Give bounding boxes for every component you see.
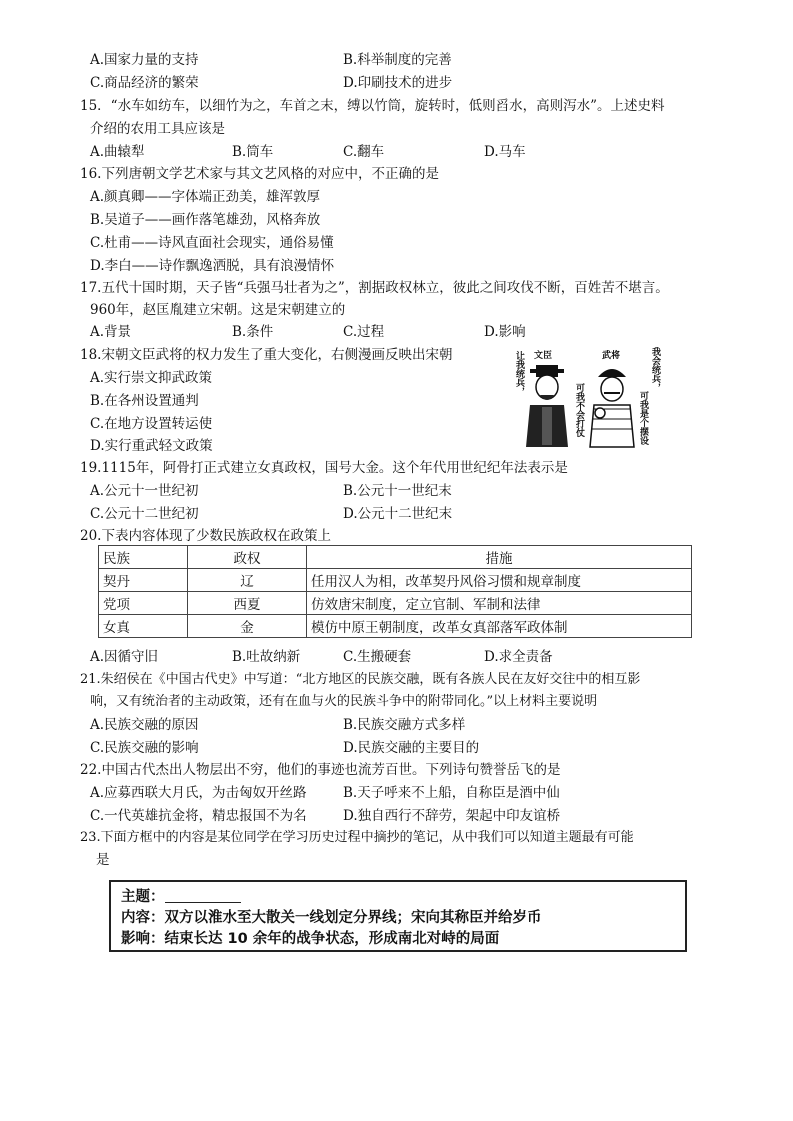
note-content: 内容：双方以淮水至大散关一线划定分界线；宋向其称臣并给岁币 xyxy=(121,910,542,926)
table-row xyxy=(99,592,692,615)
note-impact: 影响：结束长达 10 余年的战争状态，形成南北对峙的局面 xyxy=(121,931,500,947)
q14-option-c: C.商品经济的繁荣 xyxy=(90,75,199,91)
q14-option-a: A.国家力量的支持 xyxy=(90,52,199,68)
study-note-box xyxy=(109,880,687,952)
q17-option-d: D.影响 xyxy=(484,324,526,340)
table-cell: 契丹 xyxy=(99,569,188,592)
q14-option-d: D.印刷技术的进步 xyxy=(343,75,453,91)
q21-stem-line1: 21.朱绍侯在《中国古代史》中写道：“北方地区的民族交融，既有各族人民在友好交往中的相互影 xyxy=(80,672,641,687)
table-header-row xyxy=(99,546,692,569)
q14-option-b: B.科举制度的完善 xyxy=(343,52,452,68)
q17-stem-line2: 960年，赵匡胤建立宋朝。这是宋朝建立的 xyxy=(90,302,346,318)
q21-option-b: B.民族交融方式多样 xyxy=(343,717,466,733)
q16-option-c: C.杜甫——诗风直面社会现实，通俗易懂 xyxy=(90,235,334,251)
table-row xyxy=(99,569,692,592)
table-header: 政权 xyxy=(188,546,307,569)
cartoon-caption-civil-2: 可我不会打仗 xyxy=(574,383,584,437)
table-cell: 党项 xyxy=(99,592,188,615)
cartoon-label-military: 武将 xyxy=(602,351,621,361)
q17-option-a: A.背景 xyxy=(90,324,132,340)
q15-option-c: C.翻车 xyxy=(343,144,385,160)
q22-option-a: A.应募西联大月氏，为击匈奴开丝路 xyxy=(90,785,307,801)
q19-stem: 19.1115年，阿骨打正式建立女真政权，国号大金。这个年代用世纪纪年法表示是 xyxy=(80,460,568,476)
q22-stem: 22.中国古代杰出人物层出不穷，他们的事迹也流芳百世。下列诗句赞誉岳飞的是 xyxy=(80,762,561,778)
q15-option-b: B.筒车 xyxy=(232,144,274,160)
cartoon-label-civil: 文臣 xyxy=(534,351,553,361)
q15-option-d: D.马车 xyxy=(484,144,526,160)
q19-option-a: A.公元十一世纪初 xyxy=(90,483,199,499)
cartoon-caption-military-2: 可我是个摆设 xyxy=(638,391,648,445)
q18-cartoon xyxy=(512,347,662,457)
q18-stem: 18.宋朝文臣武将的权力发生了重大变化，右侧漫画反映出宋朝 xyxy=(80,347,453,363)
table-cell: 西夏 xyxy=(188,592,307,615)
cartoon-caption-civil-1: 让我统兵， xyxy=(514,351,524,396)
q19-option-d: D.公元十二世纪末 xyxy=(343,506,453,522)
table-cell: 仿效唐宋制度，定立官制、军制和法律 xyxy=(307,592,692,615)
q22-option-b: B.天子呼来不上船，自称臣是酒中仙 xyxy=(343,785,560,801)
q20-option-a: A.因循守旧 xyxy=(90,649,159,665)
note-topic-row xyxy=(121,885,241,906)
q17-stem-line1: 17.五代十国时期，天子皆“兵强马壮者为之”，割据政权林立，彼此之间攻伐不断，百姓苦不堪言。 xyxy=(80,280,669,296)
note-topic-blank xyxy=(165,888,241,903)
q15-stem-line1: 15．“水车如纺车，以细竹为之，车首之末，缚以竹筒，旋转时，低则舀水，高则泻水”。上述史料 xyxy=(80,98,665,114)
q21-option-d: D.民族交融的主要目的 xyxy=(343,740,480,756)
q21-option-c: C.民族交融的影响 xyxy=(90,740,199,756)
q23-stem-line2: 是 xyxy=(96,852,110,868)
q18-option-c: C.在地方设置转运使 xyxy=(90,416,213,432)
q16-option-d: D.李白——诗作飘逸洒脱，具有浪漫情怀 xyxy=(90,258,335,274)
table-row xyxy=(99,615,692,638)
q16-option-a: A.颜真卿——字体端正劲美，雄浑敦厚 xyxy=(90,189,321,205)
table-cell: 任用汉人为相，改革契丹风俗习惯和规章制度 xyxy=(307,569,692,592)
policy-table xyxy=(98,545,692,638)
cartoon-caption-military-1: 我会统兵， xyxy=(650,347,660,392)
q21-option-a: A.民族交融的原因 xyxy=(90,717,199,733)
table-header: 民族 xyxy=(99,546,188,569)
q22-option-d: D.独自西行不辞劳，架起中印友谊桥 xyxy=(343,808,561,824)
q20-option-d: D.求全责备 xyxy=(484,649,553,665)
q15-option-a: A.曲辕犁 xyxy=(90,144,145,160)
q16-option-b: B.吴道子——画作落笔雄劲，风格奔放 xyxy=(90,212,321,228)
table-cell: 模仿中原王朝制度，改革女真部落军政体制 xyxy=(307,615,692,638)
q16-stem: 16.下列唐朝文学艺术家与其文艺风格的对应中，不正确的是 xyxy=(80,166,439,182)
q22-option-c: C.一代英雄抗金将，精忠报国不为名 xyxy=(90,808,307,824)
q17-option-c: C.过程 xyxy=(343,324,385,340)
table-header: 措施 xyxy=(307,546,692,569)
table-cell: 女真 xyxy=(99,615,188,638)
table-cell: 辽 xyxy=(188,569,307,592)
q23-stem-line1: 23.下面方框中的内容是某位同学在学习历史过程中摘抄的笔记，从中我们可以知道主题最有可能 xyxy=(80,830,634,845)
note-topic-label: 主题： xyxy=(121,889,165,905)
q18-option-a: A.实行崇文抑武政策 xyxy=(90,370,213,386)
q19-option-c: C.公元十二世纪初 xyxy=(90,506,199,522)
q21-stem-line2: 响，又有统治者的主动政策，还有在血与火的民族斗争中的附带同化。”以上材料主要说明 xyxy=(90,694,598,709)
table-cell: 金 xyxy=(188,615,307,638)
q20-option-c: C.生搬硬套 xyxy=(343,649,412,665)
q19-option-b: B.公元十一世纪末 xyxy=(343,483,452,499)
q20-stem: 20.下表内容体现了少数民族政权在政策上 xyxy=(80,528,331,544)
q18-option-d: D.实行重武轻文政策 xyxy=(90,438,213,454)
q15-stem-line2: 介绍的农用工具应该是 xyxy=(90,121,225,137)
q20-option-b: B.吐故纳新 xyxy=(232,649,301,665)
q18-option-b: B.在各州设置通判 xyxy=(90,393,199,409)
q17-option-b: B.条件 xyxy=(232,324,274,340)
